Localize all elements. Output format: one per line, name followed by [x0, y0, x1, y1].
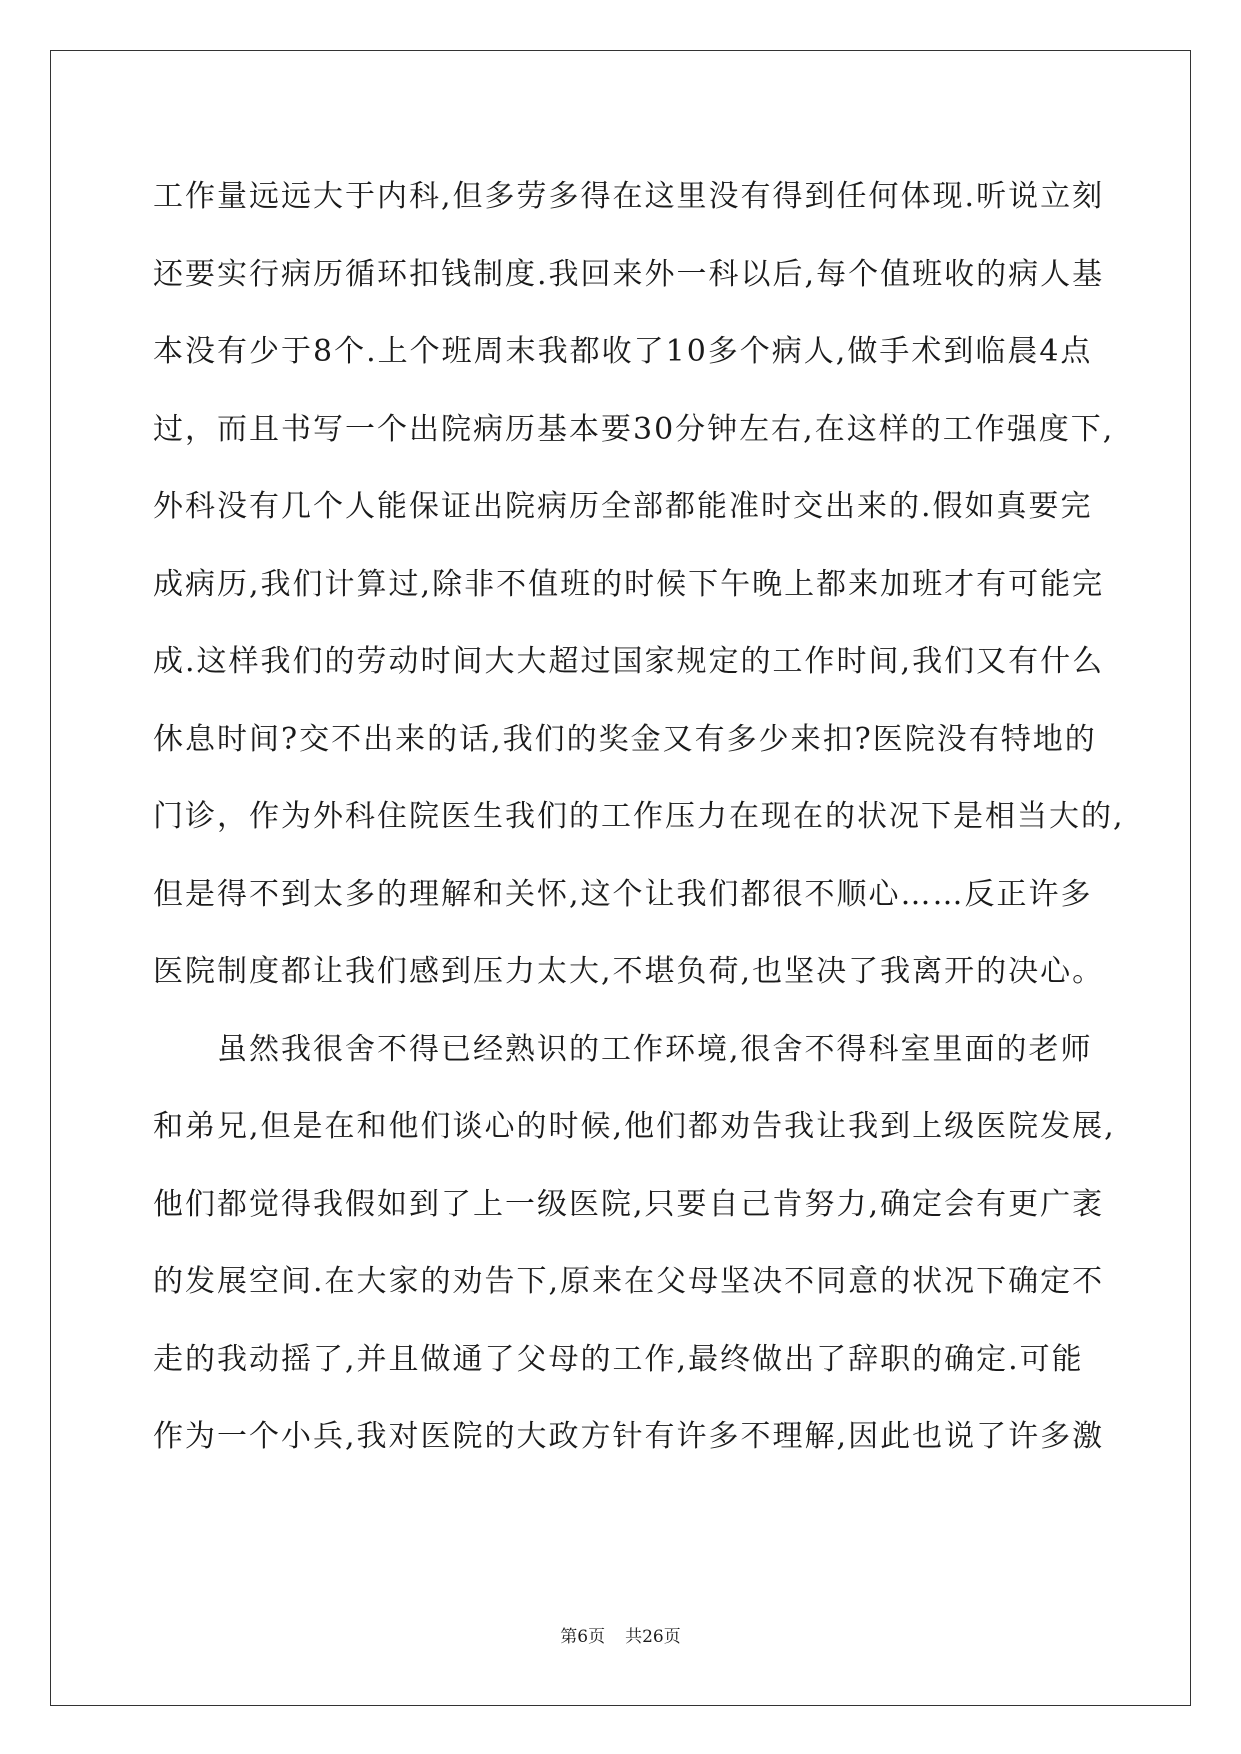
- text-line: 但是得不到太多的理解和关怀,这个让我们都很不顺心……反正许多: [153, 876, 1093, 912]
- page-number: 第6页: [560, 1627, 606, 1647]
- text-line: 工作量远远大于内科,但多劳多得在这里没有得到任何体现.听说立刻: [153, 179, 1105, 214]
- page-total: 共26页: [625, 1627, 681, 1647]
- text-line: 成病历,我们计算过,除非不值班的时候下午晚上都来加班才有可能完: [153, 566, 1105, 602]
- text-line: 成.这样我们的劳动时间大大超过国家规定的工作时间,我们又有什么: [153, 644, 1105, 679]
- text-line: 休息时间?交不出来的话,我们的奖金又有多少来扣?医院没有特地的: [153, 721, 1097, 757]
- text-line: 走的我动摇了,并且做通了父母的工作,最终做出了辞职的确定.可能: [153, 1341, 1084, 1377]
- text-line: 作为一个小兵,我对医院的大政方针有许多不理解,因此也说了许多激: [153, 1419, 1105, 1454]
- page-footer: [0, 1622, 1241, 1647]
- text-line: 医院制度都让我们感到压力太大,不堪负荷,也坚决了我离开的决心。: [153, 954, 1105, 989]
- text-line: 外科没有几个人能保证出院病历全部都能准时交出来的.假如真要完: [153, 489, 1093, 524]
- paragraph-first-line: 虽然我很舍不得已经熟识的工作环境,很舍不得科室里面的老师: [217, 1031, 1093, 1067]
- text-line: 门诊，作为外科住院医生我们的工作压力在现在的状况下是相当大的,: [153, 799, 1125, 834]
- text-line: 的发展空间.在大家的劝告下,原来在父母坚决不同意的状况下确定不: [153, 1264, 1105, 1299]
- document-body: [153, 158, 1125, 1476]
- text-line: 过，而且书写一个出院病历基本要30分钟左右,在这样的工作强度下,: [153, 411, 1115, 447]
- text-line: 还要实行病历循环扣钱制度.我回来外一科以后,每个值班收的病人基: [153, 256, 1105, 292]
- text-line: 和弟兄,但是在和他们谈心的时候,他们都劝告我让我到上级医院发展,: [153, 1109, 1116, 1144]
- text-line: 他们都觉得我假如到了上一级医院,只要自己肯努力,确定会有更广袤: [153, 1186, 1105, 1222]
- text-line: 本没有少于8个.上个班周末我都收了10多个病人,做手术到临晨4点: [153, 334, 1093, 369]
